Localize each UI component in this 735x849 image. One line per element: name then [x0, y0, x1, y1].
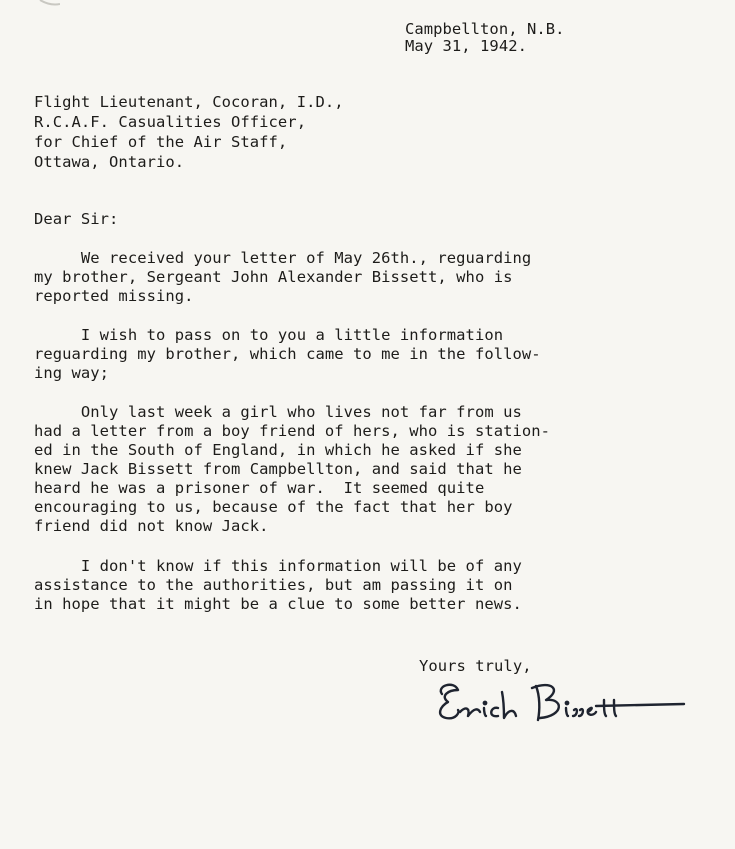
body-line: in hope that it might be a clue to some better news.	[34, 595, 522, 613]
body-line: heard he was a prisoner of war. It seemed quite	[34, 479, 485, 497]
body-line: We received your letter of May 26th., reguarding	[34, 249, 532, 267]
body-line: I wish to pass on to you a little information	[34, 326, 504, 344]
body-line: encouraging to us, because of the fact that her boy	[34, 498, 513, 516]
body-line: ed in the South of England, in which he asked if she	[34, 441, 522, 459]
handwritten-signature	[428, 672, 698, 732]
paper-corner-mark	[0, 0, 60, 10]
body-line: friend did not know Jack.	[34, 517, 269, 535]
addressee-line: R.C.A.F. Casualities Officer,	[34, 113, 307, 131]
body-line: Only last week a girl who lives not far from us	[34, 403, 522, 421]
addressee-line: Flight Lieutenant, Cocoran, I.D.,	[34, 93, 344, 111]
body-line: ing way;	[34, 364, 110, 382]
body-line: assistance to the authorities, but am passing it on	[34, 576, 513, 594]
letter-date: May 31, 1942.	[405, 37, 527, 55]
letterhead-place: Campbellton, N.B.	[405, 20, 565, 38]
closing: Yours truly,	[419, 657, 532, 675]
body-line: reported missing.	[34, 287, 194, 305]
addressee-line: Ottawa, Ontario.	[34, 153, 185, 171]
body-line: had a letter from a boy friend of hers, who is station-	[34, 422, 550, 440]
salutation: Dear Sir:	[34, 210, 119, 228]
body-line: I don't know if this information will be of any	[34, 557, 522, 575]
body-line: my brother, Sergeant John Alexander Bissett, who is	[34, 268, 513, 286]
body-line: reguarding my brother, which came to me in the follow-	[34, 345, 541, 363]
addressee-line: for Chief of the Air Staff,	[34, 133, 288, 151]
body-line: knew Jack Bissett from Campbellton, and said that he	[34, 460, 522, 478]
